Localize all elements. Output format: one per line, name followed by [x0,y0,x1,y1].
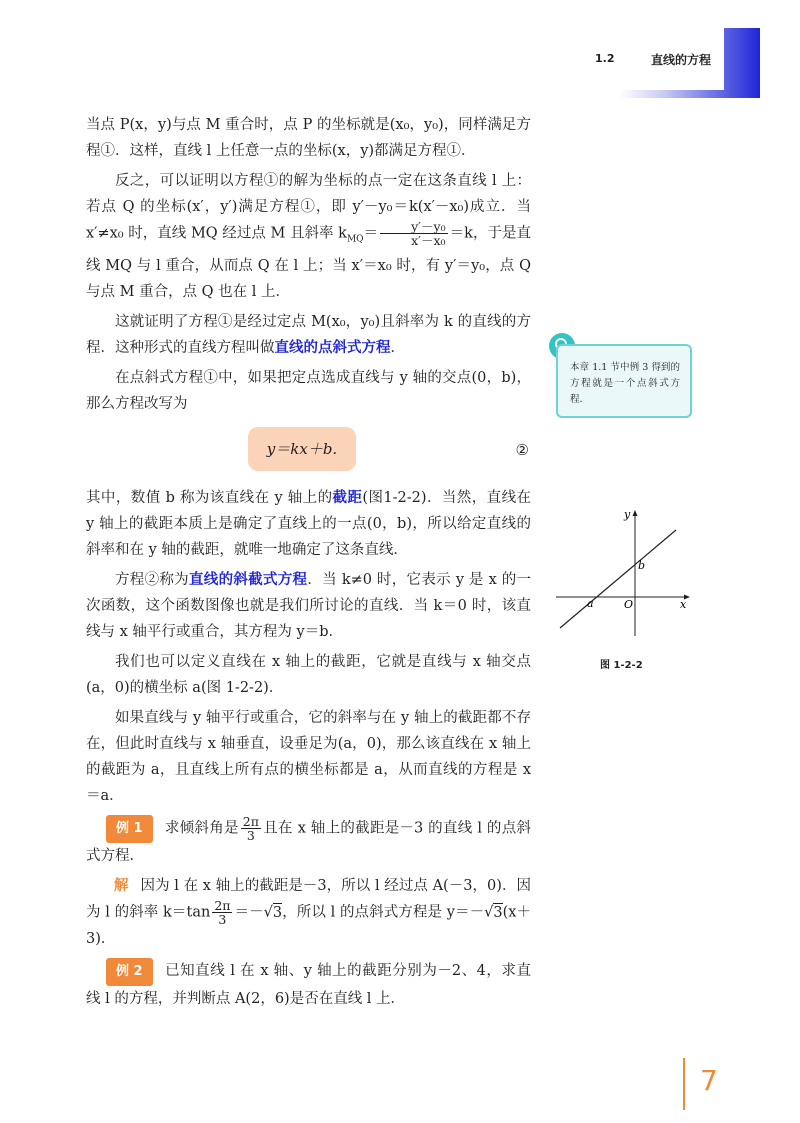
sol-sqrt-2: 3 [493,904,503,921]
term-point-slope: 直线的点斜式方程 [274,338,391,356]
p3-text-a: 这就证明了方程①是经过定点 M(x₀，y₀)且斜率为 k 的直线的方程．这种形式的直线方程叫做 [86,313,531,356]
figure-line-intercepts [554,508,694,638]
paragraph-3 [86,309,531,361]
section-title: 直线的方程 [651,53,712,67]
p5-text-b: (图1-2-2)．当然，直线在 y 轴上的截距本质上是确定了直线上的一点(0，b)，所以给定直线的斜率和在 y 轴的截距，就唯一地确定了这条直线． [86,489,532,558]
paragraph-8: 如果直线与 y 轴平行或重合，它的斜率与在 y 轴上的截距都不存在，但此时直线与 x 轴垂直，设垂足为(a，0)，那么该直线在 x 轴上的截距为 a，且直线上所有点的横坐标都是 a，从而直线的方程是 x＝a． [86,709,531,804]
label-y: y [624,508,631,521]
example-1-solution [86,873,531,952]
label-x: x [680,598,687,611]
side-note: 本章 1.1 节中例 3 得到的方程就是一个点斜式方程． [556,344,692,418]
sol-fraction [212,899,232,926]
sol-sqrt-1: 3 [272,904,283,921]
paragraph-6 [86,567,531,645]
example-2-question [86,958,531,1012]
sol-text-d: (x＋3)． [86,904,531,948]
paragraph-7: 我们也可以定义直线在 x 轴上的截距，它就是直线与 x 轴交点(a，0)的横坐标 a(图 1-2-2)． [86,653,531,696]
section-number: 1.2 [595,52,615,65]
fraction-denominator: x′－x₀ [411,233,446,249]
sol-text-c: ，所以 l 的点斜式方程是 y＝－√ [282,904,494,921]
p2-subscript: MQ [346,234,364,245]
equation-label: ② [515,440,529,459]
example-2-tag: 例 2 [106,958,153,986]
p6-text-b: ．当 k≠0 时，它表示 y 是 x 的一次函数，这个函数图像也就是我们所讨论的直线．当 k＝0 时，该直线与 x 轴平行或重合，其方程为 y＝b． [86,571,531,640]
line-l [560,530,676,628]
ex1-text-a: 求倾斜角是 [164,820,239,837]
figure-caption: 图 1-2-2 [600,660,643,671]
label-b: b [638,559,646,572]
p5-text-a: 其中，数值 b 称为该直线在 y 轴上的 [86,489,333,506]
paragraph-2: 反之，可以证明以方程①的解为坐标的点一定在这条直线 l 上：若点 Q 的坐标(x′，y′)满足方程①，即 y′－y₀＝k(x′－x₀)成立．当 x′≠x₀ 时，直线 MQ 经过点 M 且斜率 $k_{MQ}=$ $\frac{\text{y′－y₀}}{\text{x′－x₀}}$ ＝k，于是直线 MQ 与 l 重合，从而点 Q 在 l 上；当 x′＝x₀ 时，有 y′＝y₀，点 Q 与点 M 重合，点 Q 也在 l 上． [86,173,532,300]
sol-frac-num: 2π [214,898,231,914]
paragraph-5 [86,485,531,563]
p2-text-b: ＝k，于是直线 MQ 与 l 重合，从而点 Q 在 l 上；当 x′＝x₀ 时，有 y′＝y₀，点 Q 与点 M 重合，点 Q 也在 l 上． [86,225,532,300]
example-1-tag: 例 1 [106,815,153,843]
ex1-fraction [241,815,261,842]
p2-text-a: 反之，可以证明以方程①的解为坐标的点一定在这条直线 l 上：若点 Q 的坐标(x′，y′)满足方程①，即 y′－y₀＝k(x′－x₀)成立．当 x′≠x₀ 时，直线 MQ 经过点 M 且斜率 k [86,173,531,242]
ex2-text: 已知直线 l 在 x 轴、y 轴上的截距分别为－2、4，求直线 l 的方程，并判断点 A(2，6)是否在直线 l 上． [86,963,531,1008]
p6-text-a: 方程②称为 [115,571,189,588]
fraction-numerator: y′－y₀ [380,220,447,234]
p3-text-b: ． [390,339,405,356]
sol-frac-den: 3 [218,912,227,928]
y-arrow [633,510,638,516]
sol-text-a: 因为 l 在 x 轴上的截距是－3，所以 l 经过点 A(－3，0)．因为 l 的斜率 k＝tan [86,878,531,921]
term-slope-intercept: 直线的斜截式方程 [188,570,308,588]
label-a: a [587,597,594,610]
paragraph-1: 当点 P(x，y)与点 M 重合时，点 P 的坐标就是(x₀，y₀)，同样满足方程①．这样，直线 l 上任意一点的坐标(x，y)都满足方程①． [86,117,531,159]
solution-tag: 解 [114,877,129,895]
example-1-question [86,815,531,870]
slope-fraction [380,220,447,247]
paragraph-4: 在点斜式方程①中，如果把定点选成直线与 y 轴的交点(0，b)，那么方程改写为 [86,369,531,412]
equation-box: y＝kx＋b. [248,427,356,471]
equation-row [86,427,531,471]
ex1-text-b: 且在 x 轴上的截距是－3 的直线 l 的点斜式方程． [86,820,531,865]
page-number-bar [683,1058,685,1110]
ex1-frac-den: 3 [246,827,255,843]
term-intercept: 截距 [332,488,363,506]
ex1-frac-num: 2π [242,813,259,829]
page-number: 7 [700,1064,718,1097]
main-text [86,112,531,1016]
sol-text-b: ＝－√ [234,904,273,921]
label-o: O [624,598,634,611]
